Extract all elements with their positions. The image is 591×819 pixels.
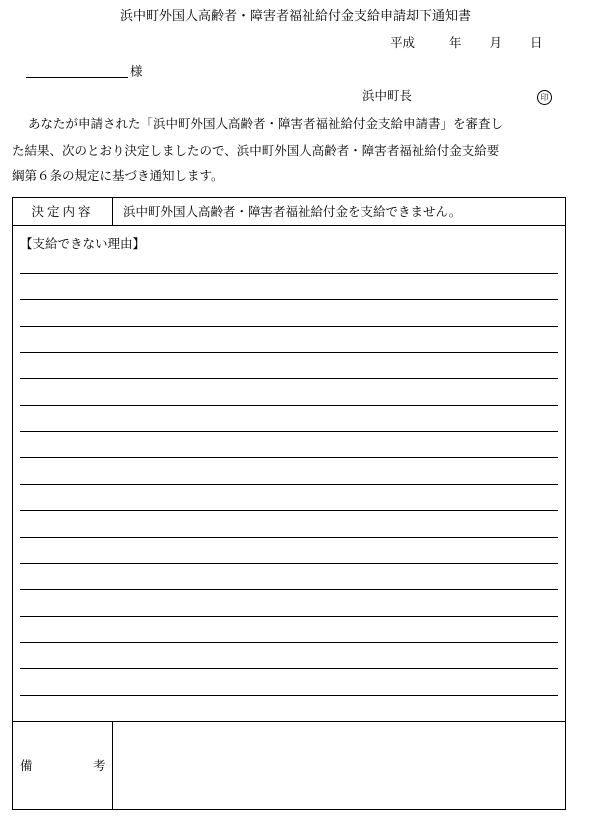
decision-label: 決定内容 [13, 198, 113, 225]
ruled-line [20, 537, 558, 538]
ruled-line [20, 668, 558, 669]
date-era: 平成 [390, 35, 416, 50]
ruled-line [20, 273, 558, 274]
addressee-blank[interactable] [26, 65, 128, 78]
addressee-line [26, 65, 143, 78]
remarks-row [13, 721, 565, 810]
ruled-line [20, 695, 558, 696]
ruled-line [20, 405, 558, 406]
ruled-line [20, 589, 558, 590]
body-text-line-1: あなたが申請された「浜中町外国人高齢者・障害者福祉給付金支給申請書」を審査し [28, 116, 504, 131]
reason-heading: 【支給できない理由】 [20, 236, 146, 251]
date-line [390, 37, 543, 50]
date-day: 日 [530, 35, 543, 50]
reason-writing-area[interactable] [20, 198, 558, 718]
decision-table [12, 197, 566, 810]
issuer-name: 浜中町長 [362, 88, 413, 103]
addressee-suffix: 様 [130, 63, 143, 79]
body-text-line-3: 綱第６条の規定に基づき通知します。 [12, 168, 224, 183]
ruled-line [20, 616, 558, 617]
seal-icon: 印 [537, 90, 552, 105]
document-title: 浜中町外国人高齢者・障害者福祉給付金支給申請却下通知書 [119, 9, 471, 24]
ruled-line [20, 484, 558, 485]
remarks-label [13, 722, 113, 810]
body-text-line-2: た結果、次のとおり決定しましたので、浜中町外国人高齢者・障害者福祉給付金支給要 [12, 143, 500, 158]
ruled-line [20, 299, 558, 300]
ruled-line [20, 510, 558, 511]
date-month: 月 [489, 35, 503, 50]
date-year: 年 [449, 35, 462, 50]
remarks-label-char-1: 備 [20, 758, 33, 773]
ruled-line [20, 378, 558, 379]
remarks-field[interactable] [113, 722, 565, 810]
ruled-line [20, 642, 558, 643]
decision-value: 浜中町外国人高齢者・障害者福祉給付金を支給できません。 [123, 204, 462, 219]
remarks-label-char-2: 考 [93, 758, 106, 773]
ruled-line [20, 563, 558, 564]
ruled-line [20, 326, 558, 327]
ruled-line [20, 431, 558, 432]
ruled-line [20, 352, 558, 353]
ruled-line [20, 457, 558, 458]
